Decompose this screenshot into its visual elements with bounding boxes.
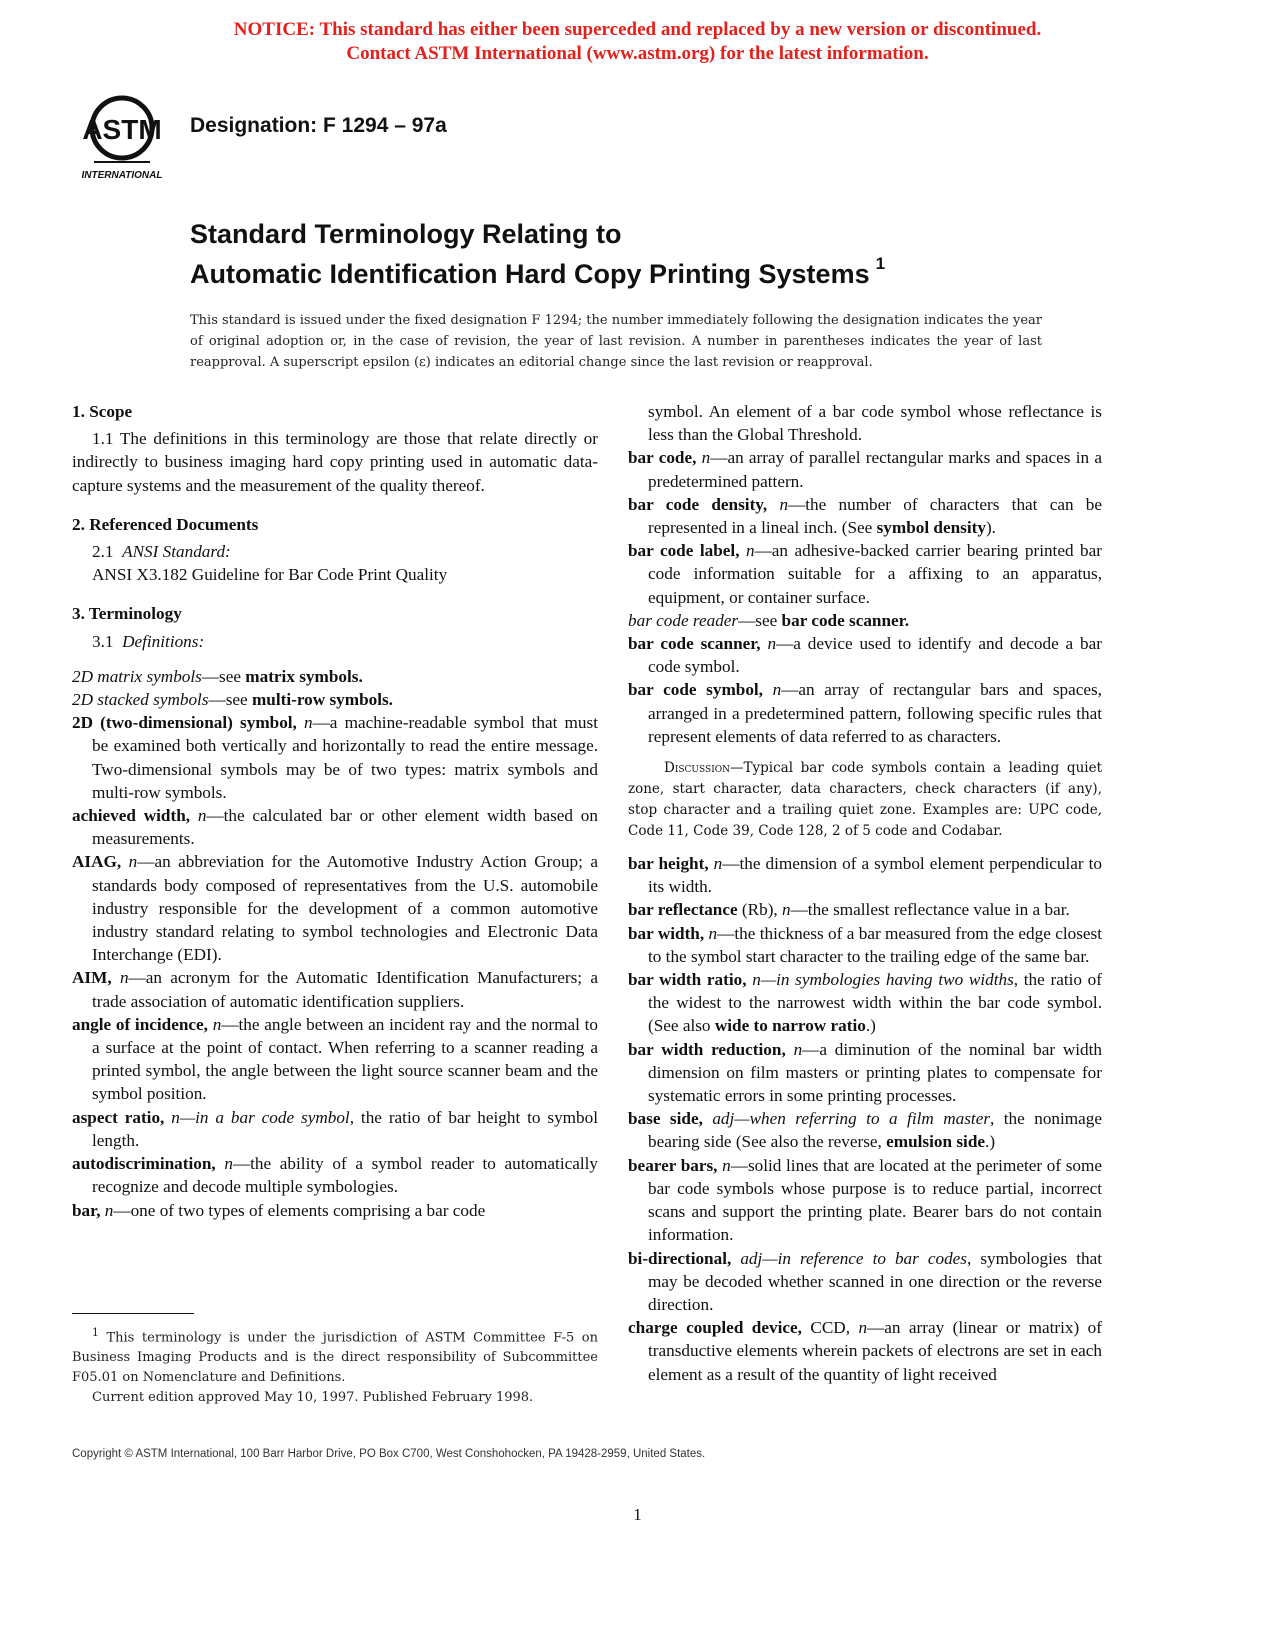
definition-2d-stacked <box>72 688 598 711</box>
part-of-speech: n <box>128 852 138 872</box>
part-of-speech: n <box>767 634 777 654</box>
term: AIAG, <box>72 852 122 872</box>
definition-bar-height <box>628 852 1102 898</box>
see-ref: symbol density <box>876 518 986 538</box>
def-end: .) <box>865 1016 876 1036</box>
definition-bar <box>72 1199 598 1222</box>
part-of-speech: adj <box>712 1109 735 1129</box>
part-of-speech: n <box>708 923 718 943</box>
discussion-label: Discussion <box>664 760 730 777</box>
footnote-text <box>72 1323 598 1388</box>
def-dash: —see <box>201 666 246 686</box>
part-of-speech: n <box>772 680 782 700</box>
def-dash: —see <box>208 690 252 710</box>
definition-bar-code-reader <box>628 609 1102 632</box>
term: bearer bars, <box>628 1155 718 1175</box>
astm-logo-icon <box>72 92 172 184</box>
def-text: , the nonimage bearing side (See also the reverse, <box>648 1109 1103 1152</box>
def-abbr: (Rb), <box>737 900 783 920</box>
def-text: —an acronym for the Automatic Identification Manufacturers; a trade association of automatic identification suppliers. <box>92 968 599 1011</box>
def-text: —the angle between an incident ray and the normal to a surface at the point of contact. When referring to a scanner reading a printed symbol, the angle between the light source scanner beam and the symbol position. <box>92 1014 598 1104</box>
part-of-speech: n <box>713 854 723 874</box>
def-text: —a machine-readable symbol that must be examined both vertically and horizontally to read the entire message. Two-dimensional symbols may be of two types: matrix symbols and multi-row symbols. <box>92 713 598 802</box>
definition-bearer-bars <box>628 1154 1102 1247</box>
def-text: —an adhesive-backed carrier bearing printed bar code information suitable for a affixing to an apparatus, equipment, or container surface. <box>648 541 1102 607</box>
term: bar code, <box>628 448 697 468</box>
definition-2d-symbol <box>72 711 598 804</box>
term: bar code label, <box>628 541 740 561</box>
def-text: , symbologies that may be decoded whether scanned in one direction or the reverse direction. <box>648 1248 1102 1314</box>
referenced-num: 2.1 <box>92 542 114 562</box>
designation: Designation: F 1294 – 97a <box>190 114 447 137</box>
def-text: —the smallest reflectance value in a bar. <box>790 900 1070 920</box>
footnote-edition: Current edition approved May 10, 1997. Published February 1998. <box>92 1390 534 1406</box>
term: angle of incidence, <box>72 1014 208 1034</box>
term: autodiscrimination, <box>72 1154 216 1174</box>
term: bar code density, <box>628 494 768 514</box>
part-of-speech: n <box>858 1318 868 1338</box>
part-of-speech: n <box>104 1200 114 1220</box>
def-text: —a device used to identify and decode a bar code symbol. <box>648 634 1102 677</box>
referenced-doc: ANSI X3.182 Guideline for Bar Code Print Quality <box>92 565 448 585</box>
astm-logo <box>72 92 172 184</box>
def-text: —the ability of a symbol reader to automatically recognize and decode multiple symbologies. <box>92 1154 599 1197</box>
document-title <box>190 218 885 291</box>
def-qualifier: —in symbologies having two widths <box>760 970 1014 990</box>
definition-autodiscrimination <box>72 1152 598 1198</box>
copyright-line: Copyright © ASTM International, 100 Barr Harbor Drive, PO Box C700, West Conshohocken, PA 19428-2959, United States. <box>72 1448 706 1460</box>
notice-line-1: NOTICE: This standard has either been superceded and replaced by a new version or discontinued. <box>233 19 1042 40</box>
see-ref: bar code scanner. <box>781 610 910 630</box>
def-text: —an array of parallel rectangular marks and spaces in a predetermined pattern. <box>648 448 1102 491</box>
terminology-sub: Definitions: <box>122 631 205 651</box>
term: bar height, <box>628 854 709 874</box>
see-ref: emulsion side <box>886 1132 986 1152</box>
definition-bar-code-label <box>628 539 1102 609</box>
footnote-body: This terminology is under the jurisdiction of ASTM Committee F-5 on Business Imaging Products and is the direct responsibility of Subcommittee F05.01 on Nomenclature and Definitions. <box>72 1330 598 1386</box>
title-line-2: Automatic Identification Hard Copy Printing Systems <box>190 259 870 289</box>
part-of-speech: n <box>224 1154 233 1174</box>
section-heading-referenced: 2. Referenced Documents <box>72 514 259 534</box>
term: bar code symbol, <box>628 680 763 700</box>
part-of-speech: n <box>212 1014 222 1034</box>
footnote-rule <box>72 1313 194 1314</box>
def-qualifier: —in a bar code symbol <box>179 1107 350 1127</box>
definition-bar-width-reduction <box>628 1038 1102 1108</box>
see-ref: wide to narrow ratio <box>714 1016 866 1036</box>
term: bar width ratio, <box>628 970 747 990</box>
def-text: —an abbreviation for the Automotive Industry Action Group; a standards body composed of representatives from the U.S. automobile industry responsible for the development of a common automotive industry standard relating to symbol technologies and Electronic Data Interchange (EDI). <box>92 852 599 965</box>
definition-bar-width-ratio <box>628 968 1102 1038</box>
def-qualifier: —in reference to bar codes <box>762 1248 967 1268</box>
title-line-1: Standard Terminology Relating to <box>190 219 622 249</box>
def-text: —one of two types of elements comprising a bar code <box>113 1200 486 1220</box>
definition-bar-width <box>628 922 1102 968</box>
referenced-sub: ANSI Standard: <box>122 542 231 562</box>
left-column <box>72 400 598 1222</box>
section-heading-terminology: 3. Terminology <box>72 604 182 624</box>
part-of-speech: n <box>746 541 755 561</box>
term: bar, <box>72 1200 101 1220</box>
part-of-speech: n <box>782 900 791 920</box>
logo-top-text: ASTM <box>82 114 162 145</box>
def-text: —an array of rectangular bars and spaces, arranged in a predetermined pattern, following specific rules that represent elements of data referred to as characters. <box>648 680 1102 746</box>
def-text: —the calculated bar or other element width based on measurements. <box>92 806 598 849</box>
def-dash: —see <box>738 610 782 630</box>
term: aspect ratio, <box>72 1107 165 1127</box>
definition-bar-code-scanner <box>628 632 1102 678</box>
term: bar width, <box>628 923 705 943</box>
logo-bottom-text: INTERNATIONAL <box>81 170 163 181</box>
definition-bar-reflectance <box>628 898 1102 921</box>
definition-aiag <box>72 850 598 966</box>
def-text: —solid lines that are located at the perimeter of some bar code symbols whose purpose is to reduce partial, incorrect scans and support the printing plate. Bearer bars do not contain information. <box>648 1155 1103 1245</box>
definition-base-side <box>628 1107 1102 1153</box>
definition-2d-matrix <box>72 665 598 688</box>
def-text: , the ratio of bar height to symbol length. <box>92 1107 599 1150</box>
section-heading-scope: 1. Scope <box>72 402 133 421</box>
term: 2D (two-dimensional) symbol, <box>72 713 297 733</box>
footnote <box>72 1323 598 1408</box>
definition-achieved-width <box>72 804 598 850</box>
part-of-speech: n <box>779 494 789 514</box>
def-end: .) <box>985 1132 996 1152</box>
part-of-speech: n <box>197 806 207 826</box>
terminology-num: 3.1 <box>92 631 114 651</box>
title-footnote-ref: 1 <box>875 254 886 273</box>
def-qualifier: —when referring to a film master <box>734 1109 991 1129</box>
definition-bar-code-density <box>628 493 1102 539</box>
term: 2D matrix symbols <box>72 666 202 686</box>
discussion-note <box>628 758 1102 842</box>
part-of-speech: n <box>722 1155 731 1175</box>
part-of-speech: n <box>171 1107 180 1127</box>
term: 2D stacked symbols <box>72 690 209 710</box>
term: bar width reduction, <box>628 1039 786 1059</box>
definition-bi-directional <box>628 1247 1102 1317</box>
definition-aim <box>72 966 598 1012</box>
see-ref: matrix symbols. <box>245 666 363 686</box>
term: base side, <box>628 1109 703 1129</box>
footnote-num: 1 <box>92 1326 99 1339</box>
terminology-subsection <box>72 630 598 653</box>
scope-paragraph: 1.1 The definitions in this terminology are those that relate directly or indirectly to business imaging hard copy printing used in automatic data-capture systems and the measurement of the quality thereof. <box>72 429 598 495</box>
term: bar code reader <box>628 610 739 630</box>
notice-banner <box>0 18 1275 66</box>
definition-bar-code-symbol <box>628 678 1102 748</box>
discussion-text: —Typical bar code symbols contain a leading quiet zone, start character, data characters, check characters (if any), stop character and a trailing quiet zone. Examples are: UPC code, Code 11, Code 39, Code 128, 2 of 5 code and Codabar. <box>628 760 1102 840</box>
def-text: —a diminution of the nominal bar width dimension on film masters or printing plates to compensate for systematic errors in some printing processes. <box>648 1039 1103 1106</box>
page-number: 1 <box>633 1505 642 1524</box>
part-of-speech: n <box>119 968 129 988</box>
def-text: —the thickness of a bar measured from the edge closest to the symbol start character to the trailing edge of the same bar. <box>648 923 1103 966</box>
def-abbr: CCD, <box>801 1318 859 1338</box>
definition-angle-of-incidence <box>72 1013 598 1106</box>
definition-bar-code <box>628 446 1102 492</box>
def-text: , the ratio of the widest to the narrowest width within the bar code symbol. (See also <box>648 970 1102 1036</box>
part-of-speech: n <box>701 448 711 468</box>
issue-note: This standard is issued under the fixed designation F 1294; the number immediately following the designation indicates the year of original adoption or, in the case of revision, the year of last revision. A number in parentheses indicates the year of last reapproval. A superscript epsilon (ε) indicates an editorial change since the last revision or reapproval. <box>190 313 1042 370</box>
referenced-subsection <box>72 540 598 563</box>
part-of-speech: n <box>304 713 313 733</box>
definition-charge-coupled-device <box>628 1316 1102 1386</box>
def-text: —the dimension of a symbol element perpendicular to its width. <box>648 854 1103 897</box>
def-text: —the number of characters that can be represented in a lineal inch. (See <box>648 494 1103 538</box>
term: achieved width, <box>72 806 191 826</box>
part-of-speech: adj <box>740 1248 763 1268</box>
definition-bar-continued: symbol. An element of a bar code symbol whose reflectance is less than the Global Threshold. <box>648 402 1102 445</box>
def-end: ). <box>985 518 996 538</box>
term: bar code scanner, <box>628 634 761 654</box>
notice-line-2: Contact ASTM International (www.astm.org) for the latest information. <box>346 43 929 64</box>
term: bar reflectance <box>628 900 738 920</box>
def-text: —an array (linear or matrix) of transductive elements wherein packets of electrons are set in each element as a result of the quantity of light received <box>648 1318 1102 1384</box>
right-column <box>628 400 1102 1386</box>
part-of-speech: n <box>752 970 761 990</box>
term: charge coupled device, <box>628 1318 802 1338</box>
part-of-speech: n <box>793 1039 803 1059</box>
term: AIM, <box>72 968 112 988</box>
see-ref: multi-row symbols. <box>251 690 393 710</box>
term: bi-directional, <box>628 1248 732 1268</box>
definition-aspect-ratio <box>72 1106 598 1152</box>
